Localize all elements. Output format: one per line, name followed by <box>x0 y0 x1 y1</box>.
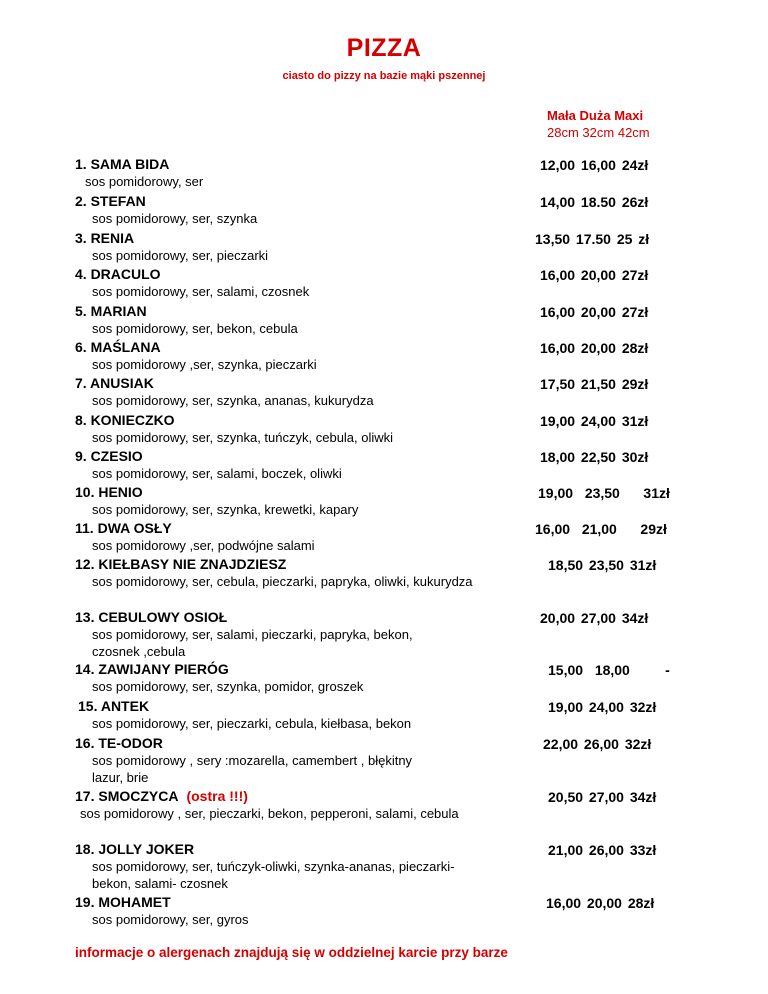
menu-item <box>75 787 515 822</box>
pizza-ingredients: sos pomidorowy, ser, szynka, pomidor, groszek <box>92 679 364 694</box>
pizza-name: 12. KIEŁBASY NIE ZNAJDZIESZ <box>75 556 287 572</box>
pizza-prices: 15,00 18,00 - <box>548 662 670 678</box>
pizza-prices: 17,50 21,50 29zł <box>540 376 649 392</box>
menu-item <box>75 374 515 409</box>
pizza-ingredients: sos pomidorowy, ser, salami, boczek, oliwki <box>92 466 342 481</box>
pizza-prices: 19,00 24,00 32zł <box>548 699 657 715</box>
pizza-prices: 18,50 23,50 31zł <box>548 557 657 573</box>
pizza-name: 15. ANTEK <box>78 698 150 714</box>
pizza-ingredients: sos pomidorowy, ser, pieczarki <box>92 248 269 263</box>
pizza-prices: 20,50 27,00 34zł <box>548 789 657 805</box>
menu-item <box>75 483 515 518</box>
menu-item <box>75 229 515 264</box>
pizza-name: 4. DRACULO <box>75 266 161 282</box>
pizza-name: 17. SMOCZYCA <box>75 788 179 804</box>
pizza-ingredients: sos pomidorowy, ser, szynka, ananas, kukurydza <box>92 393 374 408</box>
pizza-name: 13. CEBULOWY OSIOŁ <box>75 609 228 625</box>
menu-item <box>75 519 515 554</box>
pizza-prices: 16,00 21,00 29zł <box>535 521 667 537</box>
pizza-prices: 18,00 22,50 30zł <box>540 449 649 465</box>
menu-item <box>75 660 515 695</box>
pizza-ingredients: sos pomidorowy, ser, szynka, tuńczyk, cebula, oliwki <box>92 430 394 445</box>
pizza-ingredients: sos pomidorowy, ser, tuńczyk-oliwki, szynka-ananas, pieczarki-bekon, salami- czosnek <box>92 859 455 891</box>
pizza-name: 3. RENIA <box>75 230 135 246</box>
pizza-prices: 21,00 26,00 33zł <box>548 842 657 858</box>
menu-item <box>75 265 515 300</box>
pizza-name: 5. MARIAN <box>75 303 147 319</box>
menu-item <box>75 155 515 190</box>
pizza-name: 2. STEFAN <box>75 193 146 209</box>
size-medium-diameter: 32cm <box>582 125 615 140</box>
size-small-diameter: 28cm <box>547 125 579 140</box>
pizza-ingredients: sos pomidorowy , sery :mozarella, camembert , błękitny lazur, brie <box>92 753 413 785</box>
menu-item <box>75 447 515 482</box>
pizza-prices: 16,00 20,00 27zł <box>540 267 649 283</box>
pizza-name: 18. JOLLY JOKER <box>75 841 195 857</box>
pizza-name: 9. CZESIO <box>75 448 143 464</box>
size-large-label: Maxi <box>614 108 644 123</box>
page-title: PIZZA <box>346 34 422 62</box>
menu-item <box>75 411 515 446</box>
pizza-name-row <box>75 787 515 805</box>
pizza-prices: 22,00 26,00 32zł <box>543 736 652 752</box>
pizza-name: 11. DWA OSŁY <box>75 520 172 536</box>
pizza-ingredients: sos pomidorowy ,ser, szynka, pieczarki <box>92 357 317 372</box>
allergen-notice: informacje o alergenach znajdują się w oddzielnej karcie przy barze <box>75 945 508 960</box>
pizza-ingredients: sos pomidorowy ,ser, podwójne salami <box>92 538 315 553</box>
pizza-ingredients: sos pomidorowy, ser, bekon, cebula <box>92 321 298 336</box>
pizza-name: 7. ANUSIAK <box>75 375 154 391</box>
pizza-ingredients: sos pomidorowy, ser, salami, pieczarki, papryka, bekon, czosnek ,cebula <box>92 627 413 659</box>
pizza-name: 6. MAŚLANA <box>75 339 161 355</box>
pizza-prices: 19,00 24,00 31zł <box>540 413 649 429</box>
pizza-ingredients: sos pomidorowy, ser, salami, czosnek <box>92 284 310 299</box>
size-header <box>547 107 697 141</box>
pizza-ingredients: sos pomidorowy, ser, szynka, krewetki, kapary <box>92 502 359 517</box>
menu-item <box>75 840 515 892</box>
menu-item <box>75 555 515 590</box>
pizza-prices: 16,00 20,00 28zł <box>546 895 655 911</box>
pizza-ingredients: sos pomidorowy , ser, pieczarki, bekon, pepperoni, salami, cebula <box>80 806 459 821</box>
pizza-ingredients: sos pomidorowy, ser, pieczarki, cebula, kiełbasa, bekon <box>92 716 412 731</box>
pizza-prices: 14,00 18.50 26zł <box>540 194 649 210</box>
menu-item <box>75 608 515 660</box>
pizza-ingredients: sos pomidorowy, ser, gyros <box>92 912 249 927</box>
spicy-warning: (ostra !!!) <box>186 788 248 804</box>
pizza-name: 10. HENIO <box>75 484 143 500</box>
pizza-ingredients: sos pomidorowy, ser <box>85 174 204 189</box>
menu-item <box>75 338 515 373</box>
menu-item <box>75 893 515 928</box>
pizza-ingredients: sos pomidorowy, ser, szynka <box>92 211 258 226</box>
size-medium-label: Duża <box>579 108 611 123</box>
pizza-prices: 19,00 23,50 31zł <box>538 485 670 501</box>
pizza-name: 1. SAMA BIDA <box>75 156 170 172</box>
subtitle: ciasto do pizzy na bazie mąki pszennej <box>282 70 486 82</box>
pizza-name: 16. TE-ODOR <box>75 735 163 751</box>
menu-item <box>75 192 515 227</box>
size-small-label: Mała <box>547 108 576 123</box>
size-large-diameter: 42cm <box>617 125 650 140</box>
pizza-name: 8. KONIECZKO <box>75 412 175 428</box>
pizza-ingredients: sos pomidorowy, ser, cebula, pieczarki, papryka, oliwki, kukurydza <box>92 574 473 589</box>
pizza-name: 14. ZAWIJANY PIERÓG <box>75 661 229 677</box>
pizza-prices: 20,00 27,00 34zł <box>540 610 649 626</box>
pizza-name: 19. MOHAMET <box>75 894 171 910</box>
menu-item <box>75 697 515 732</box>
pizza-prices: 16,00 20,00 27zł <box>540 304 649 320</box>
pizza-prices: 16,00 20,00 28zł <box>540 340 649 356</box>
pizza-prices: 13,50 17.50 25 zł <box>535 231 650 247</box>
pizza-prices: 12,00 16,00 24zł <box>540 157 649 173</box>
menu-item <box>75 734 515 786</box>
menu-item <box>75 302 515 337</box>
